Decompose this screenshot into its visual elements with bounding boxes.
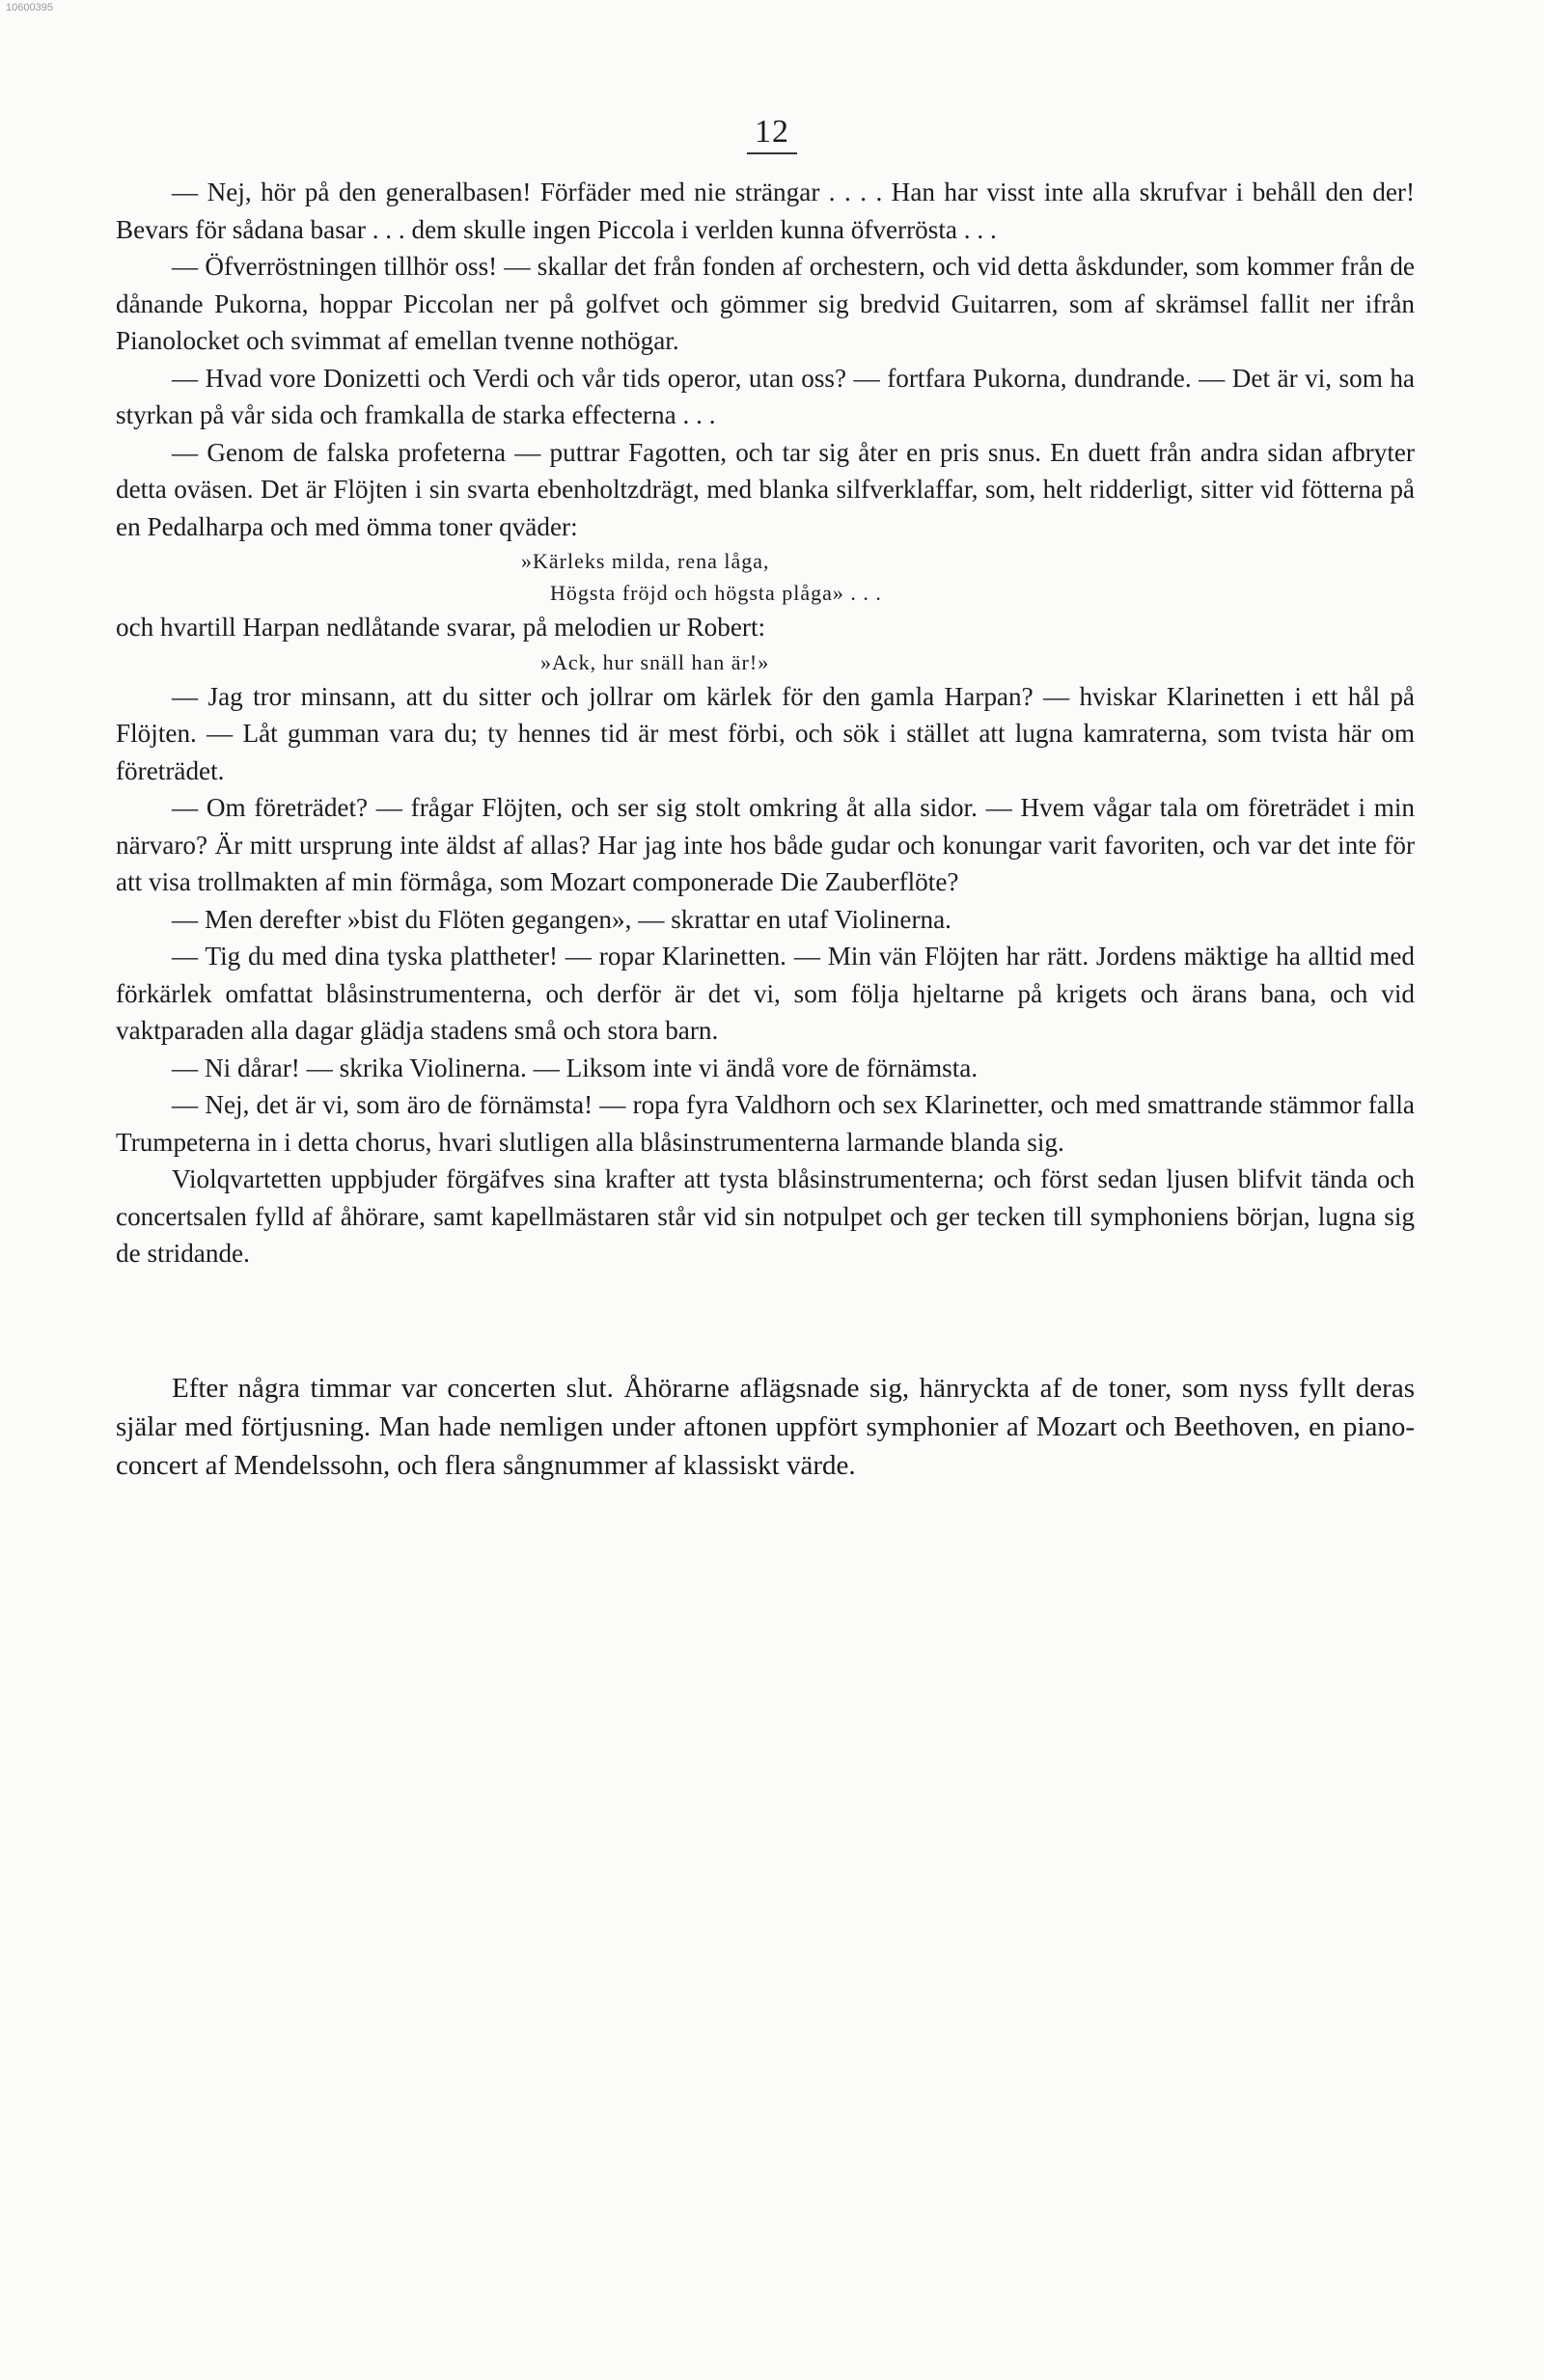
archive-stamp: 10600395 xyxy=(6,2,53,14)
verse-line: »Kärleks milda, rena låga, xyxy=(521,549,770,573)
page-number-rule xyxy=(747,152,797,154)
paragraph: — Ni dårar! — skrika Violinerna. — Liksom inte vi ändå vore de förnämsta. xyxy=(172,1053,979,1082)
paragraph: — Hvad vore Donizetti och Verdi och vår tids operor, utan oss? — fortfara Pukorna, dundrande. — Det är vi, som ha styrkan på vår sida och framkalla de starka effecterna . . . xyxy=(116,363,1415,429)
paragraph: — Om företrädet? — frågar Flöjten, och ser sig stolt omkring åt alla sidor. — Hvem vågar tala om företrädet i min närvaro? Är mitt ursprung inte äldst af allas? Har jag inte hos både gudar och konungar varit favoriten, och var det inte för att visa trollmakten af min förmåga, som Mozart componerade Die Zauberflöte? xyxy=(116,793,1415,896)
paragraph: Violqvartetten uppbjuder förgäfves sina krafter att tysta blåsinstrumenterna; och först sedan ljusen blifvit tända och concertsalen fylld af åhörare, samt kapellmästaren står vid sin notpulpet och ger tecken till symphoniens början, lugna sig de stridande. xyxy=(116,1164,1415,1268)
paragraph: — Nej, det är vi, som äro de förnämsta! — ropa fyra Valdhorn och sex Klarinetter, och med smattrande stämmor falla Trumpeterna in i detta chorus, hvari slutligen alla blåsinstrumenterna larmande blanda sig. xyxy=(116,1090,1415,1157)
verse-quote xyxy=(116,646,1415,678)
verse-quote xyxy=(116,545,1415,609)
main-text xyxy=(116,174,1415,1485)
paragraph: och hvartill Harpan nedlåtande svarar, på melodien ur Robert: xyxy=(116,613,766,642)
paragraph: — Genom de falska profeterna — puttrar Fagotten, och tar sig åter en pris snus. En duett från andra sidan afbryter detta oväsen. Det är Flöjten i sin svarta ebenholtzdrägt, med blanka silfverklaffar, som, helt ridderligt, sitter vid fötterna på en Pedalharpa och med ömma toner qväder: xyxy=(116,437,1415,541)
verse-line: Högsta fröjd och högsta plåga» . . . xyxy=(550,581,882,605)
paragraph: — Men derefter »bist du Flöten gegangen», — skrattar en utaf Violinerna. xyxy=(172,904,951,934)
page-number xyxy=(0,114,1544,154)
paragraph: — Nej, hör på den generalbasen! Förfäder med nie strängar . . . . Han har visst inte alla skrufvar i behåll den der! Bevars för sådana basar . . . dem skulle ingen Piccola i verlden kunna öfverrösta . . . xyxy=(116,178,1415,244)
paragraph: — Öfverröstningen tillhör oss! — skallar det från fonden af orchestern, och vid detta åskdunder, som kommer från de dånande Pukorna, hoppar Piccolan ner på golfvet och gömmer sig bredvid Guitarren, som af skrämsel fallit ner ifrån Pianolocket och svimmat af emellan tvenne nothögar. xyxy=(116,252,1415,355)
page-number-text: 12 xyxy=(755,114,789,150)
verse-line: »Ack, hur snäll han är!» xyxy=(540,649,770,674)
section-gap xyxy=(116,1272,1415,1369)
paragraph: — Jag tror minsann, att du sitter och jollrar om kärlek för den gamla Harpan? — hviskar Klarinetten i ett hål på Flöjten. — Låt gumman vara du; ty hennes tid är mest förbi, och sök i stället att lugna kamraterna, som tvista här om företrädet. xyxy=(116,681,1415,785)
closing-paragraph: Efter några timmar var concerten slut. Åhörarne aflägsnade sig, hänryckta af de toner, som nyss fyllt deras själar med förtjusning. Man hade nemligen under aftonen uppfört symphonier af Mozart och Beethoven, en piano-concert af Mendelssohn, och flera sångnummer af klassiskt värde. xyxy=(116,1372,1415,1481)
paragraph: — Tig du med dina tyska plattheter! — ropar Klarinetten. — Min vän Flöjten har rätt. Jordens mäktige ha alltid med förkärlek omfattat blåsinstrumenterna, och derför är det vi, som följa hjeltarne på krigets och ärans bana, och vid vaktparaden alla dagar glädja stadens små och stora barn. xyxy=(116,942,1415,1045)
